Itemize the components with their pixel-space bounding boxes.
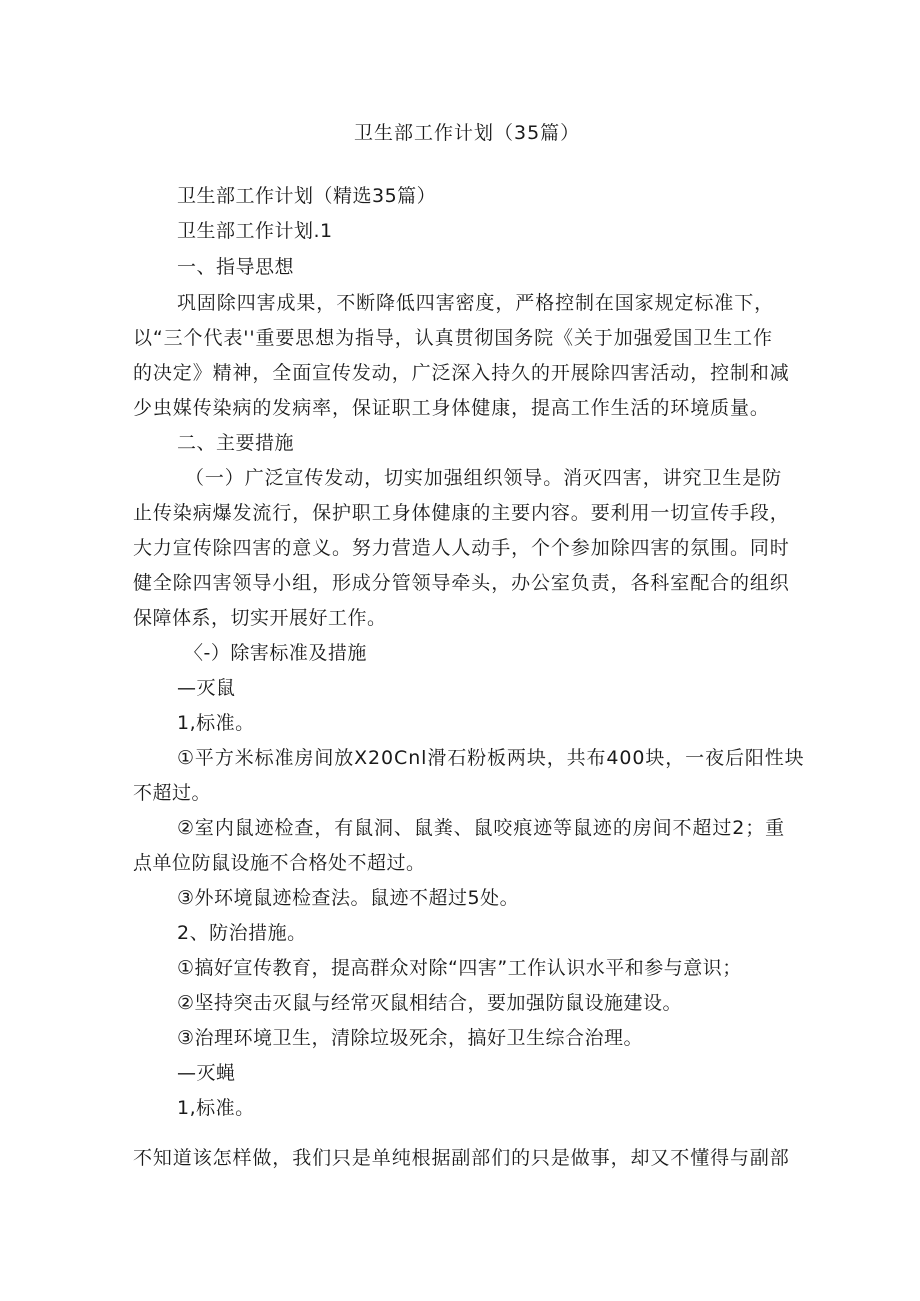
document-title: 卫生部工作计划（35篇） — [354, 122, 581, 144]
paragraph-line: 以“三个代表''重要思想为指导，认真贯彻国务院《关于加强爱国卫生工作 — [133, 327, 773, 349]
list-heading: 2、防治措施。 — [177, 922, 307, 944]
list-heading: 1,标准。 — [177, 712, 255, 734]
paragraph-line: 大力宣传除四害的意义。努力营造人人动手，个个参加除四害的氛围。同时 — [133, 537, 790, 559]
paragraph-line: （一）广泛宣传发动，切实加强组织领导。消灭四害，讲究卫生是防 — [185, 467, 783, 489]
list-item-continuation: 不超过。 — [133, 782, 212, 804]
paragraph-line: 少虫媒传染病的发病率，保证职工身体健康，提高工作生活的环境质量。 — [133, 397, 770, 419]
section-title: 卫生部工作计划.1 — [177, 220, 333, 242]
list-item-continuation: 点单位防鼠设施不合格处不超过。 — [133, 852, 426, 874]
subheading-rodents: —灭鼠 — [177, 677, 236, 699]
list-item: ③治理环境卫生，清除垃圾死余，搞好卫生综合治理。 — [177, 1027, 644, 1049]
list-item: ②坚持突击灭鼠与经常灭鼠相结合，要加强防鼠设施建设。 — [177, 992, 683, 1014]
paragraph-line: 巩固除四害成果，不断降低四害密度，严格控制在国家规定标准下， — [177, 292, 775, 314]
paragraph-line: 健全除四害领导小组，形成分管领导牵头，办公室负责，各科室配合的组织 — [133, 572, 790, 594]
subheading-flies: —灭蝇 — [177, 1062, 236, 1084]
paragraph-line: 的决定》精神，全面宣传发动，广泛深入持久的开展除四害活动，控制和减 — [133, 362, 790, 384]
heading-main-measures: 二、主要措施 — [177, 432, 295, 454]
list-item: ①平方米标准房间放X20Cnl滑石粉板两块，共布400块，一夜后阳性块 — [177, 747, 805, 769]
document-subtitle: 卫生部工作计划（精选35篇） — [177, 185, 437, 207]
paragraph-line: 止传染病爆发流行，保护职工身体健康的主要内容。要利用一切宣传手段， — [133, 502, 790, 524]
paragraph-line: 不知道该怎样做，我们只是单纯根据副部们的只是做事，却又不懂得与副部 — [133, 1147, 790, 1169]
list-item: ①搞好宣传教育，提高群众对除“四害”工作认识水平和参与意识； — [177, 957, 742, 979]
list-item: ③外环境鼠迹检查法。鼠迹不超过5处。 — [177, 887, 520, 909]
subheading-standards: 〈-）除害标准及措施 — [184, 642, 367, 664]
list-item: ②室内鼠迹检查，有鼠洞、鼠粪、鼠咬痕迹等鼠迹的房间不超过2；重 — [177, 817, 786, 839]
paragraph-line: 保障体系，切实开展好工作。 — [133, 607, 387, 629]
list-heading: 1,标准。 — [177, 1097, 255, 1119]
heading-guiding-thought: 一、指导思想 — [177, 256, 295, 278]
